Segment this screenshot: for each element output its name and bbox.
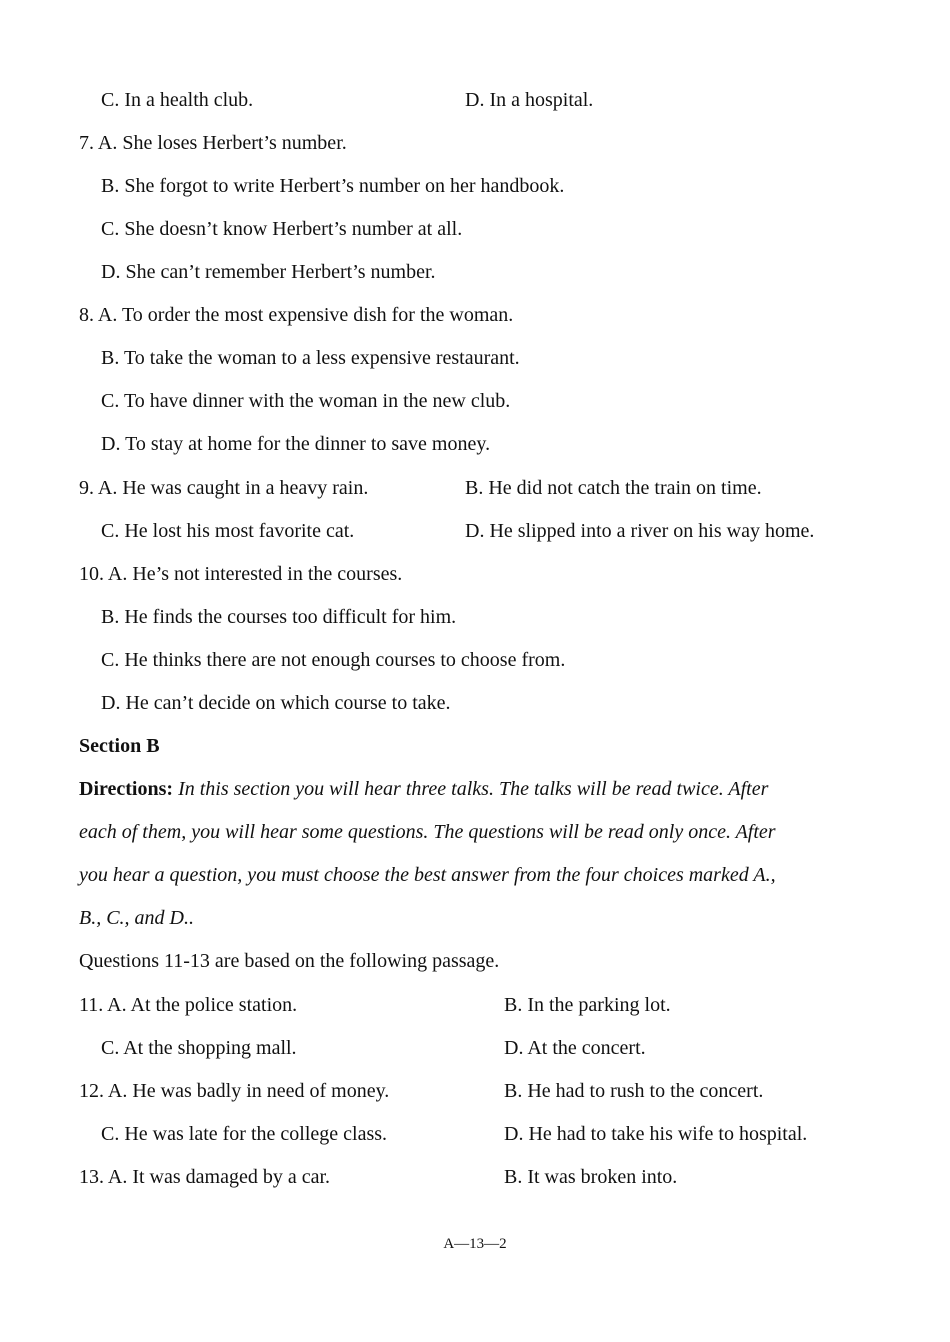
q9-option-b: B. He did not catch the train on time.	[465, 477, 762, 499]
q9-option-a: 9. A. He was caught in a heavy rain.	[79, 477, 369, 499]
q7-option-a: 7. A. She loses Herbert’s number.	[79, 132, 347, 154]
q10-option-a: 10. A. He’s not interested in the courses.	[79, 563, 403, 585]
q8-option-b: B. To take the woman to a less expensive restaurant.	[101, 347, 520, 369]
passage-intro: Questions 11-13 are based on the following passage.	[79, 950, 500, 972]
q13-option-b: B. It was broken into.	[504, 1166, 678, 1188]
q11-option-a: 11. A. At the police station.	[79, 994, 298, 1016]
q10-option-d: D. He can’t decide on which course to take.	[101, 692, 451, 714]
q12-option-d: D. He had to take his wife to hospital.	[504, 1123, 808, 1145]
q10-option-b: B. He finds the courses too difficult for him.	[101, 606, 457, 628]
q11-option-d: D. At the concert.	[504, 1037, 646, 1059]
directions-line-3: you hear a question, you must choose the best answer from the four choices marked A.,	[79, 864, 776, 886]
q11-option-c: C. At the shopping mall.	[101, 1037, 297, 1059]
q12-option-b: B. He had to rush to the concert.	[504, 1080, 764, 1102]
q10-option-c: C. He thinks there are not enough courses to choose from.	[101, 649, 566, 671]
q9-option-d: D. He slipped into a river on his way home.	[465, 520, 815, 542]
q7-option-b: B. She forgot to write Herbert’s number on her handbook.	[101, 175, 565, 197]
q7-option-c: C. She doesn’t know Herbert’s number at all.	[101, 218, 463, 240]
directions-label: Directions:	[79, 778, 174, 800]
q8-option-c: C. To have dinner with the woman in the new club.	[101, 390, 511, 412]
q6-option-d: D. In a hospital.	[465, 89, 594, 111]
q11-option-b: B. In the parking lot.	[504, 994, 671, 1016]
directions-text-1: In this section you will hear three talks. The talks will be read twice. After	[178, 778, 769, 800]
q9-option-c: C. He lost his most favorite cat.	[101, 520, 355, 542]
q8-option-d: D. To stay at home for the dinner to save money.	[101, 433, 491, 455]
directions-line-4: B., C., and D..	[79, 907, 194, 929]
q6-option-c: C. In a health club.	[101, 89, 254, 111]
q7-option-d: D. She can’t remember Herbert’s number.	[101, 261, 436, 283]
section-b-heading: Section B	[79, 735, 160, 757]
q8-option-a: 8. A. To order the most expensive dish for the woman.	[79, 304, 514, 326]
q12-option-c: C. He was late for the college class.	[101, 1123, 388, 1145]
q12-option-a: 12. A. He was badly in need of money.	[79, 1080, 390, 1102]
directions-line-1	[79, 777, 768, 801]
directions-line-2: each of them, you will hear some questions. The questions will be read only once. After	[79, 821, 776, 843]
q13-option-a: 13. A. It was damaged by a car.	[79, 1166, 331, 1188]
page-number: A—13—2	[443, 1236, 507, 1252]
